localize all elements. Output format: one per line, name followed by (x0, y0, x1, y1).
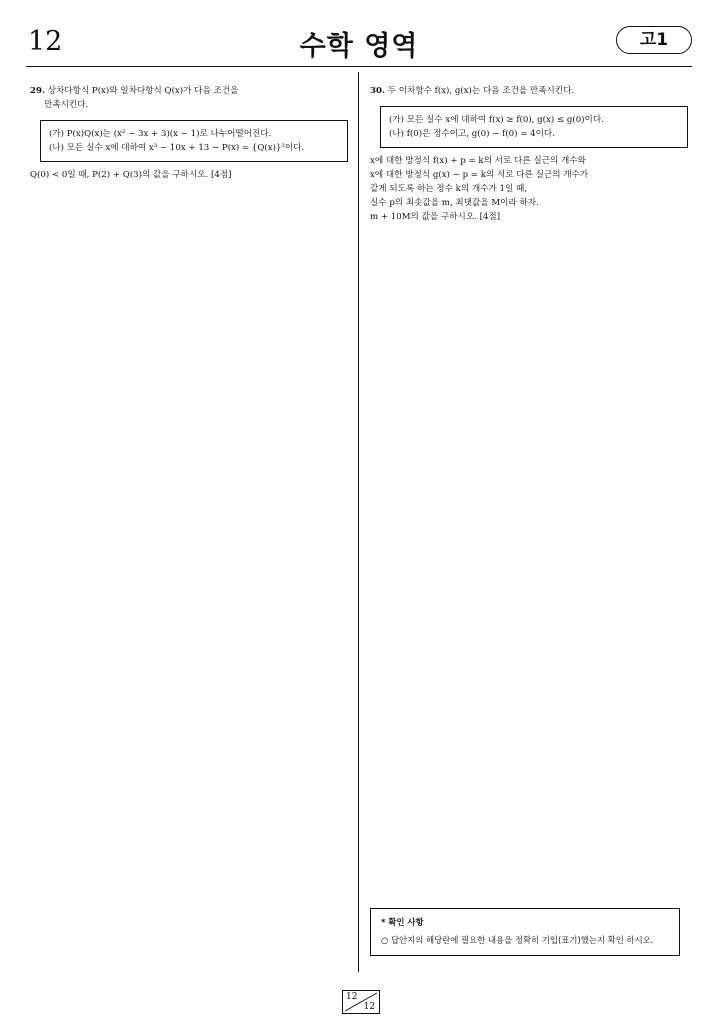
q29-condition-a: (가) P(x)Q(x)는 (x² − 3x + 3)(x − 1)로 나누어떨어진다. (49, 129, 272, 139)
q30-condition-a: (가) 모든 실수 x에 대하여 f(x) ≥ f(0), g(x) ≤ g(0)이다. (389, 115, 604, 125)
column-divider (358, 72, 359, 972)
subject-title: 수학 영역 (299, 31, 419, 62)
q30-line2: x에 대한 방정식 g(x) − p = k의 서로 다른 실근의 개수가 (370, 170, 589, 180)
q29-number: 29. (30, 86, 45, 96)
q30-condition-b: (나) f(0)은 정수이고, g(0) − f(0) = 4이다. (389, 129, 555, 139)
q29-intro-line1: 29. 상차다항식 P(x)와 일차다항식 Q(x)가 다음 조건을 (30, 86, 239, 96)
q30-line4: 실수 p의 최솟값을 m, 최댓값을 M이라 하자. (370, 198, 539, 208)
grade-badge: 고1 (616, 26, 692, 54)
notice-body: ○ 답안지의 해당란에 필요한 내용을 정확히 기입(표기)했는지 확인 하시오. (381, 935, 654, 945)
page-counter (342, 990, 380, 1014)
page-current: 12 (346, 992, 358, 1002)
q30-condition-box (380, 106, 688, 148)
check-notice-box (370, 908, 680, 956)
question-29 (30, 84, 348, 182)
q29-intro-line2: 만족시킨다. (44, 100, 89, 110)
q29-question: Q(0) < 0일 때, P(2) + Q(3)의 값을 구하시오. [4점] (30, 170, 232, 180)
question-30 (370, 84, 688, 224)
q30-line1: x에 대한 방정식 f(x) + p = k의 서로 다른 실근의 개수와 (370, 156, 586, 166)
q29-condition-b: (나) 모든 실수 x에 대하여 x³ − 10x + 13 − P(x) = {Q(x)}²이다. (49, 143, 305, 153)
page-total: 12 (363, 1002, 375, 1012)
q30-intro: 30. 두 이차함수 f(x), g(x)는 다음 조건을 만족시킨다. (370, 86, 575, 96)
page-number: 12 (28, 26, 63, 57)
q29-condition-box (40, 120, 348, 162)
q30-line5: m + 10M의 값을 구하시오. [4점] (370, 212, 501, 222)
notice-title: * 확인 사항 (381, 917, 424, 927)
header-rule (26, 66, 692, 67)
q30-number: 30. (370, 86, 385, 96)
q30-line3: 같게 되도록 하는 정수 k의 개수가 1일 때, (370, 184, 528, 194)
